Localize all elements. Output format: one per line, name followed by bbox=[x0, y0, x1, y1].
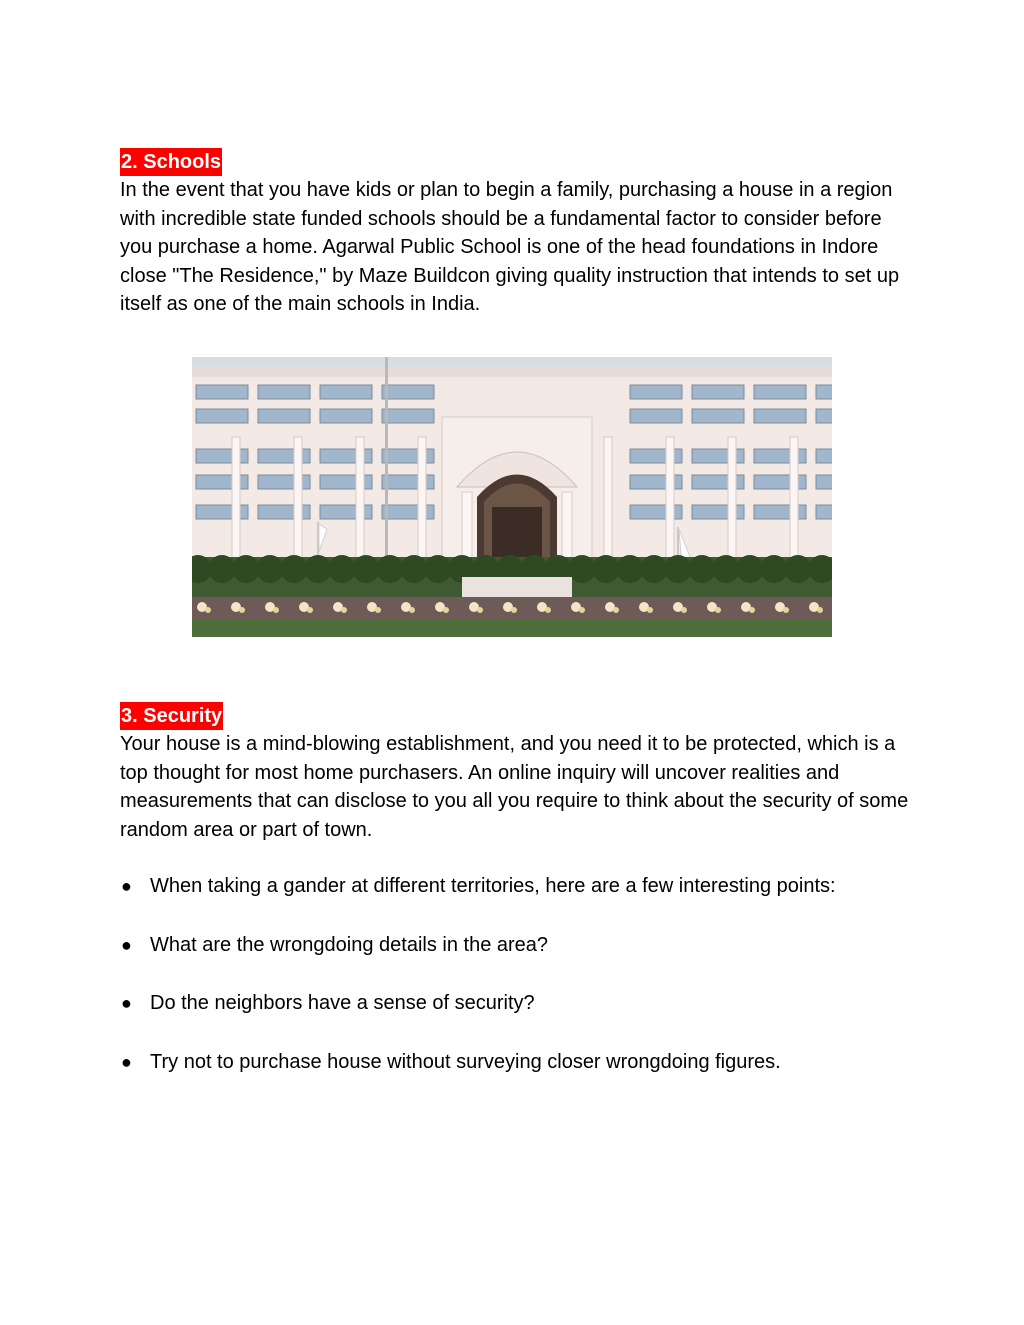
school-building-photo bbox=[192, 357, 832, 637]
section-body-security: Your house is a mind-blowing establishment, and you need it to be protected, which is a top thought for most home purchasers. An online inquiry will uncover realities and measurements that can disclose to you all you require to think about the security of some random area or part of town. bbox=[120, 732, 909, 841]
bullet-icon: ● bbox=[121, 934, 132, 955]
document-content bbox=[120, 148, 910, 1106]
bullet-icon: ● bbox=[121, 876, 132, 897]
section-heading-schools: 2. Schools bbox=[120, 148, 222, 176]
list-item: ● Try not to purchase house without surveying closer wrongdoing figures. bbox=[120, 1048, 910, 1077]
bullet-icon: ● bbox=[121, 993, 132, 1014]
section-security bbox=[120, 702, 910, 1076]
bullet-icon: ● bbox=[121, 1051, 132, 1072]
list-item: ● Do the neighbors have a sense of security? bbox=[120, 989, 910, 1018]
section-body-schools: In the event that you have kids or plan to begin a family, purchasing a house in a region with incredible state funded schools should be a fundamental factor to consider before you purchase a home. Agarwal Public School is one of the head foundations in Indore close "The Residence," by Maze Buildcon giving quality instruction that intends to set up itself as one of the main schools in India. bbox=[120, 179, 900, 316]
security-bullet-list bbox=[120, 872, 910, 1076]
school-building-illustration bbox=[192, 357, 832, 637]
list-item: ● When taking a gander at different territories, here are a few interesting points: bbox=[120, 872, 910, 901]
list-item: ● What are the wrongdoing details in the area? bbox=[120, 931, 910, 960]
section-schools bbox=[120, 148, 910, 319]
section-heading-security: 3. Security bbox=[120, 702, 223, 730]
